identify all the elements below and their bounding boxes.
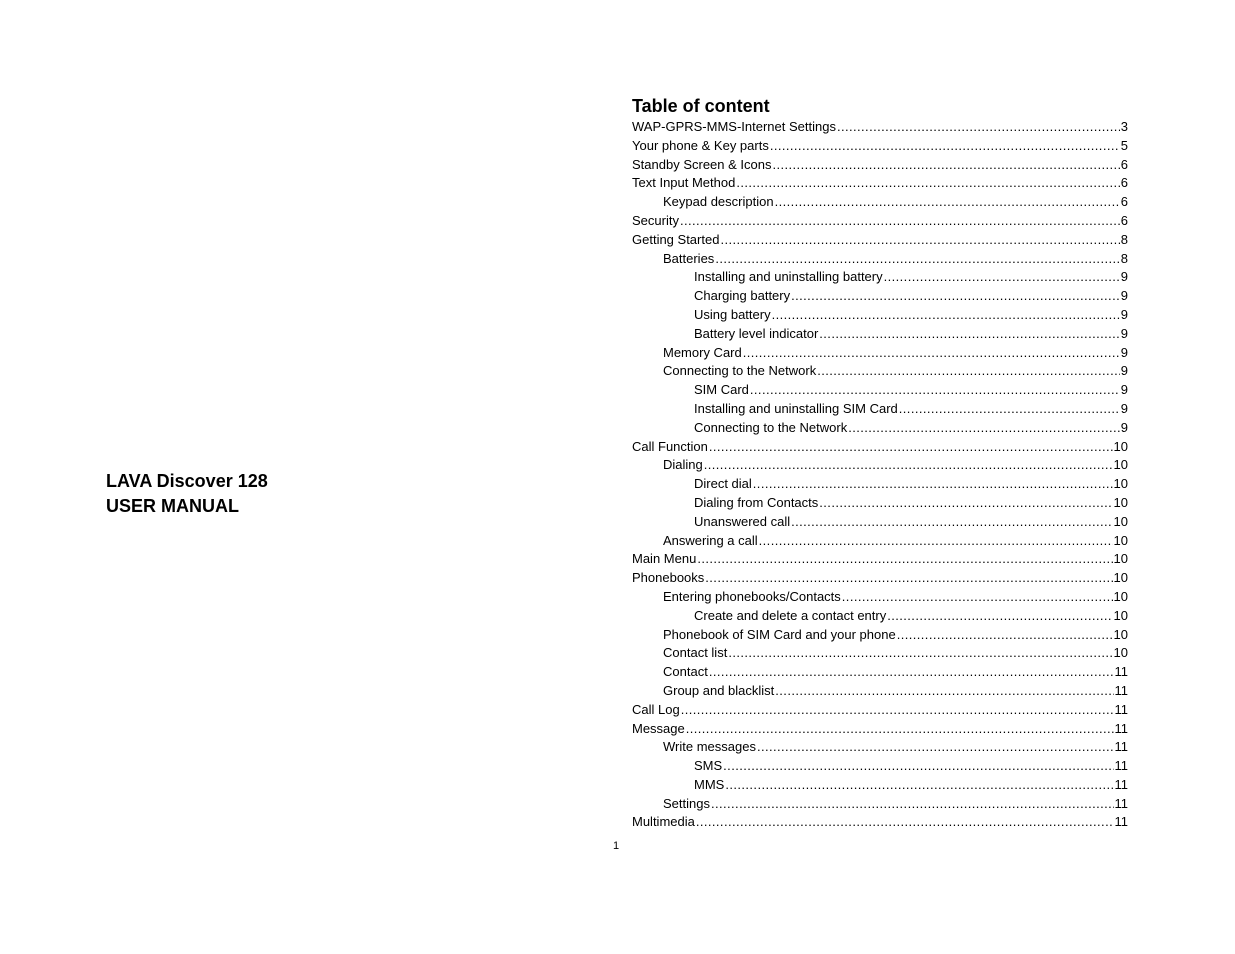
toc-entry-label: Main Menu [632,551,697,567]
toc-entry-page: 6 [1120,194,1128,210]
toc-dot-leader [817,362,1120,381]
toc-dot-leader [743,344,1120,363]
toc-dot-leader [697,550,1112,569]
toc-dot-leader [753,475,1113,494]
toc-entry-label: Installing and uninstalling SIM Card [694,400,898,416]
toc-entry-page: 9 [1120,306,1128,322]
toc-entry-label: Phonebooks [632,570,705,586]
toc-entry-page: 10 [1113,438,1128,454]
toc-entry-label: Standby Screen & Icons [632,156,772,172]
toc-entry-label: Your phone & Key parts [632,137,769,153]
toc-entry-label: Multimedia [632,814,695,830]
toc-entry[interactable] [632,569,1128,588]
toc-entry-label: Settings [663,795,710,811]
toc-entry[interactable] [632,250,1128,269]
toc-entry-page: 8 [1120,250,1128,266]
toc-entry-page: 10 [1113,457,1128,473]
toc-dot-leader [772,306,1120,325]
toc-entry-page: 10 [1113,551,1128,567]
toc-dot-leader [775,682,1113,701]
toc-entry[interactable] [632,268,1128,287]
toc-entry[interactable] [632,644,1128,663]
toc-entry-label: Text Input Method [632,175,736,191]
toc-dot-leader [770,137,1120,156]
toc-entry-page: 10 [1113,607,1128,623]
toc-entry-label: Call Log [632,701,680,717]
toc-entry-label: WAP-GPRS-MMS-Internet Settings [632,119,836,134]
toc-dot-leader [720,231,1119,250]
toc-dot-leader [709,663,1114,682]
toc-entry-label: Message [632,720,685,736]
toc-dot-leader [887,607,1112,626]
toc-entry[interactable] [632,362,1128,381]
toc-entry[interactable] [632,344,1128,363]
toc-entry-label: Direct dial [694,476,752,492]
toc-entry-label: Connecting to the Network [663,363,817,379]
toc-entry-page: 10 [1113,588,1128,604]
toc-dot-leader [686,720,1114,739]
toc-dot-leader [728,644,1112,663]
toc-entry[interactable] [632,720,1128,739]
toc-entry[interactable] [632,438,1128,457]
cover-title-block [106,469,268,519]
toc-entry-label: Battery level indicator [694,325,819,341]
toc-entry-label: SIM Card [694,382,749,398]
toc-entry[interactable] [632,381,1128,400]
toc-dot-leader [819,494,1112,513]
page-number: 1 [613,840,620,852]
toc-entry-page: 9 [1120,325,1128,341]
toc-entry-page: 9 [1120,382,1128,398]
toc-entry-label: Create and delete a contact entry [694,607,887,623]
toc-entry[interactable] [632,795,1128,814]
toc-dot-leader [715,250,1119,269]
toc-dot-leader [680,212,1120,231]
toc-entry-page: 10 [1113,532,1128,548]
toc-dot-leader [757,738,1114,757]
toc-entry-label: Security [632,212,679,228]
toc-dot-leader [791,287,1120,306]
toc-entry[interactable] [632,231,1128,250]
toc-entry-page: 10 [1113,476,1128,492]
toc-dot-leader [897,626,1113,645]
toc-entry[interactable] [632,626,1128,645]
toc-entry-label: Unanswered call [694,513,791,529]
toc-entry[interactable] [632,419,1128,438]
cover-product-name: LAVA Discover 128 [106,471,268,491]
toc-entry-label: Answering a call [663,532,758,548]
toc-entry[interactable] [632,137,1128,156]
toc-entry-page: 6 [1120,175,1128,191]
toc-entry-page: 11 [1114,682,1128,698]
toc-dot-leader [819,325,1119,344]
toc-entry-page: 3 [1120,119,1128,134]
toc-entry[interactable] [632,118,1128,137]
toc-entry-page: 11 [1114,758,1128,774]
toc-entry-page: 10 [1113,626,1128,642]
toc-entry[interactable] [632,550,1128,569]
cover-subtitle: USER MANUAL [106,496,239,516]
toc-entry-label: Keypad description [663,194,774,210]
toc-entry-page: 9 [1120,419,1128,435]
toc-entry-page: 11 [1114,720,1128,736]
toc-title: Table of content [632,96,770,116]
toc-entry[interactable] [632,193,1128,212]
toc-entry-label: Installing and uninstalling battery [694,269,883,285]
toc-entry-page: 9 [1120,400,1128,416]
toc-entry[interactable] [632,663,1128,682]
table-of-contents [632,94,1128,832]
toc-entry-page: 11 [1114,664,1128,680]
toc-entry[interactable] [632,813,1128,832]
toc-entry[interactable] [632,532,1128,551]
toc-entry[interactable] [632,701,1128,720]
toc-entry[interactable] [632,325,1128,344]
toc-entry-label: Phonebook of SIM Card and your phone [663,626,896,642]
toc-entry-label: Getting Started [632,231,720,247]
toc-dot-leader [775,193,1120,212]
toc-entry-page: 9 [1120,269,1128,285]
toc-entry-label: Dialing from Contacts [694,494,819,510]
toc-dot-leader [759,532,1113,551]
toc-dot-leader [725,776,1113,795]
toc-entry-page: 10 [1113,645,1128,661]
toc-entry-label: MMS [694,776,725,792]
toc-entry-label: Dialing [663,457,703,473]
toc-dot-leader [750,381,1120,400]
toc-entry-label: Call Function [632,438,708,454]
toc-entry-page: 11 [1114,776,1128,792]
toc-entry-label: Group and blacklist [663,682,775,698]
toc-entry-label: Batteries [663,250,715,266]
toc-dot-leader [837,118,1120,137]
toc-entry-list [632,118,1128,832]
toc-entry-page: 10 [1113,494,1128,510]
toc-entry[interactable] [632,588,1128,607]
toc-entry-page: 5 [1120,137,1128,153]
toc-entry-page: 9 [1120,363,1128,379]
toc-entry[interactable] [632,212,1128,231]
toc-entry-page: 8 [1120,231,1128,247]
toc-entry[interactable] [632,174,1128,193]
toc-entry-page: 11 [1114,739,1128,755]
toc-entry[interactable] [632,456,1128,475]
toc-entry-label: Using battery [694,306,771,322]
toc-entry[interactable] [632,400,1128,419]
toc-dot-leader [705,569,1112,588]
toc-entry[interactable] [632,287,1128,306]
toc-entry-label: Write messages [663,739,756,755]
toc-entry[interactable] [632,513,1128,532]
toc-entry[interactable] [632,475,1128,494]
toc-entry-page: 10 [1113,513,1128,529]
toc-entry[interactable] [632,757,1128,776]
toc-dot-leader [711,795,1114,814]
toc-dot-leader [696,813,1114,832]
toc-dot-leader [681,701,1114,720]
toc-entry-label: Entering phonebooks/Contacts [663,588,841,604]
toc-entry-page: 11 [1114,795,1128,811]
toc-entry-page: 6 [1120,156,1128,172]
toc-entry[interactable] [632,738,1128,757]
toc-dot-leader [791,513,1112,532]
toc-entry[interactable] [632,776,1128,795]
toc-entry-label: Contact list [663,645,728,661]
toc-entry-page: 10 [1113,570,1128,586]
toc-entry[interactable] [632,494,1128,513]
toc-entry-label: Contact [663,664,708,680]
toc-entry-page: 6 [1120,212,1128,228]
toc-dot-leader [709,438,1113,457]
toc-dot-leader [842,588,1113,607]
toc-entry-label: Charging battery [694,288,791,304]
toc-dot-leader [772,156,1119,175]
toc-entry[interactable] [632,682,1128,701]
toc-dot-leader [704,456,1113,475]
toc-entry[interactable] [632,306,1128,325]
toc-dot-leader [723,757,1113,776]
toc-entry-page: 9 [1120,288,1128,304]
toc-entry[interactable] [632,156,1128,175]
toc-dot-leader [736,174,1119,193]
toc-entry-page: 9 [1120,344,1128,360]
toc-entry-page: 11 [1114,701,1128,717]
toc-entry-label: SMS [694,758,723,774]
toc-dot-leader [848,419,1120,438]
toc-dot-leader [899,400,1120,419]
toc-entry-label: Connecting to the Network [694,419,848,435]
toc-entry[interactable] [632,607,1128,626]
toc-entry-label: Memory Card [663,344,742,360]
toc-dot-leader [884,268,1120,287]
toc-entry-page: 11 [1114,814,1128,830]
